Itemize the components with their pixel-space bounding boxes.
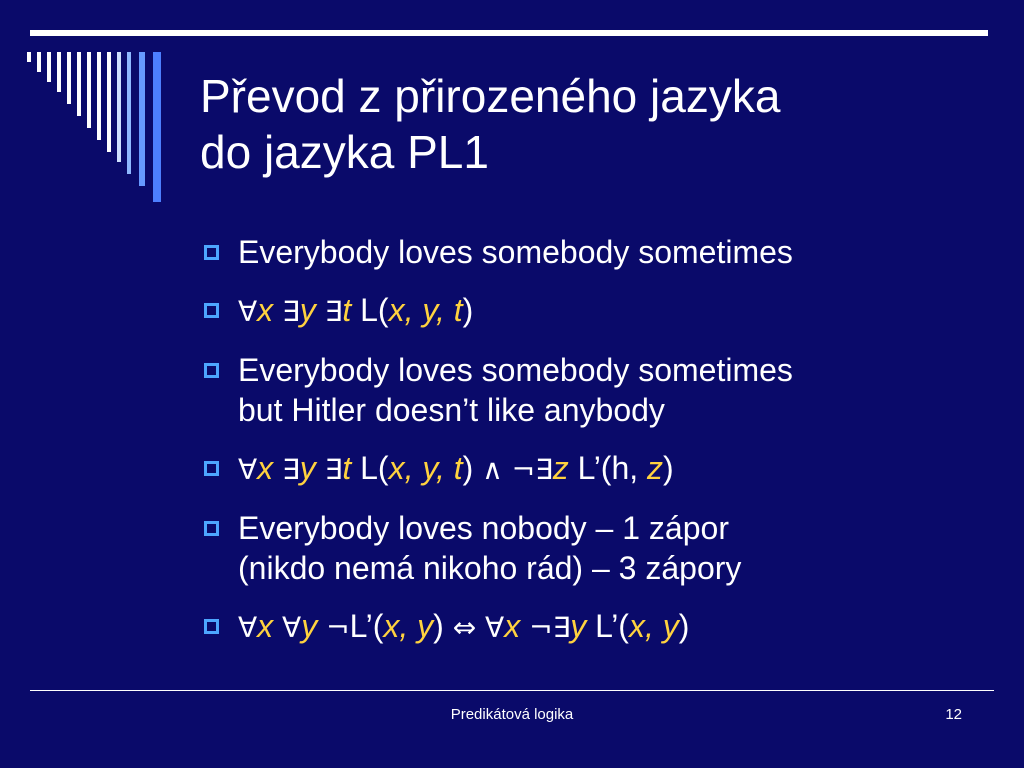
var-t: t [342,450,352,486]
forall-symbol: ∀ [238,611,258,644]
decorative-bars [27,52,167,204]
exists-symbol: ∃ [324,453,343,486]
title-line-2: do jazyka PL1 [200,126,489,178]
close-paren: ) [678,608,690,644]
slide-title [200,68,980,180]
bullet-2-formula [204,290,994,332]
not-symbol: ¬ [511,453,536,486]
bullet-3 [204,350,994,430]
bullet-list [204,232,994,666]
bullet-box-icon [204,461,219,476]
var-z: z [552,450,569,486]
formula-3 [238,606,994,648]
bullet-5-line-2: (nikdo nemá nikoho rád) – 3 zápory [238,550,742,586]
formula-1 [238,290,994,332]
footer-text: Predikátová logika [450,706,574,723]
bullet-box-icon [204,363,219,378]
bullet-box-icon [204,303,219,318]
forall-symbol: ∀ [238,453,258,486]
predicate-args: x, y, t [388,292,463,328]
predicate: L’( [349,608,384,644]
close-paren: ) [433,608,444,644]
var-y: y [301,608,318,644]
title-line-1: Převod z přirozeného jazyka [200,70,781,122]
bullet-box-icon [204,619,219,634]
var-y: y [299,292,316,328]
exists-symbol: ∃ [324,295,343,328]
exists-symbol: ∃ [282,453,300,486]
var-x: x [257,292,274,328]
var-x: x [257,608,274,644]
var-y: y [570,608,587,644]
bullet-4-formula [204,448,994,490]
predicate: L’( [595,608,629,644]
predicate: L( [360,292,389,328]
forall-symbol: ∀ [485,611,505,644]
page-number: 12 [945,706,962,723]
bullet-box-icon [204,521,219,536]
var-x: x [257,450,274,486]
not-symbol: ¬ [326,611,350,644]
close-paren: ) [462,450,474,486]
bullet-3-line-2: but Hitler doesn’t like anybody [238,392,665,428]
exists-symbol: ∃ [535,453,553,486]
predicate-args: x, y [383,608,434,644]
exists-symbol: ∃ [282,295,300,328]
predicate: L( [360,450,389,486]
formula-2 [238,448,994,490]
var-t: t [342,292,352,328]
bullet-1-text: Everybody loves somebody sometimes [238,234,793,270]
bullet-3-line-1: Everybody loves somebody sometimes [238,352,793,388]
bullet-5-line-1: Everybody loves nobody – 1 zápor [238,510,729,546]
bullet-1 [204,232,994,272]
iff-symbol: ⇔ [452,611,477,644]
close-paren: ) [462,292,474,328]
and-symbol: ∧ [482,453,503,486]
forall-symbol: ∀ [238,295,258,328]
exists-symbol: ∃ [552,611,571,644]
var-x: x [504,608,521,644]
top-rule [30,30,988,36]
forall-symbol: ∀ [282,611,302,644]
predicate-args: x, y [628,608,679,644]
bullet-5 [204,508,994,588]
not-symbol: ¬ [529,611,553,644]
footer-rule [30,690,994,691]
close-paren: ) [663,450,674,486]
var-y: y [299,450,316,486]
var-z: z [647,450,664,486]
predicate: L’(h, [577,450,648,486]
predicate-args: x, y, t [388,450,463,486]
bullet-box-icon [204,245,219,260]
bullet-6-formula [204,606,994,648]
